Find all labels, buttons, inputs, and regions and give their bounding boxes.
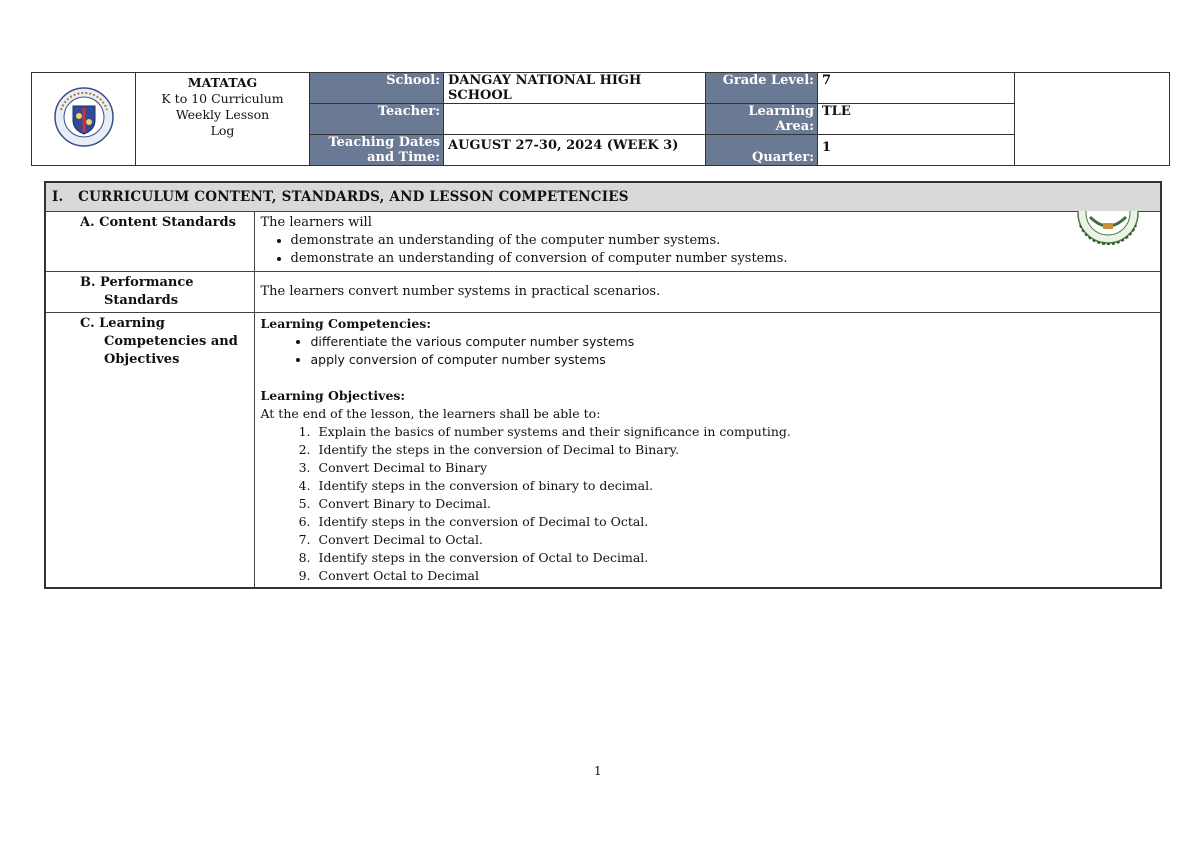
school-value: DANGAY NATIONAL HIGH SCHOOL xyxy=(444,73,706,104)
list-item: 6. Identify steps in the conversion of Decimal to Octal. xyxy=(315,513,1155,531)
grade-level-value: 7 xyxy=(818,73,1015,104)
list-item: 1. Explain the basics of number systems and their significance in computing. xyxy=(315,423,1155,441)
title-line-matatag: MATATAG xyxy=(187,75,258,90)
content-standards-label: A. Content Standards xyxy=(45,212,254,272)
list-item: 7. Convert Decimal to Octal. xyxy=(315,531,1155,549)
competencies-label-line2: Competencies and xyxy=(104,334,238,349)
content-standards-intro: The learners will xyxy=(260,215,372,230)
list-item: • demonstrate an understanding of conversion of computer number systems. xyxy=(291,250,1155,268)
competencies-cell xyxy=(254,313,1161,589)
competencies-label-line1: C. Learning xyxy=(80,316,165,331)
header-blank-cell xyxy=(1015,73,1170,166)
performance-label-line1: B. Performance xyxy=(80,275,194,290)
header-table xyxy=(31,72,1170,166)
list-item: • differentiate the various computer number systems xyxy=(311,333,1155,351)
teaching-dates-label-line2: and Time: xyxy=(367,150,440,165)
teaching-dates-label xyxy=(310,135,444,166)
competencies-label-line3: Objectives xyxy=(104,352,180,367)
title-line-weekly: Weekly Lesson xyxy=(175,107,270,122)
performance-standards-text xyxy=(254,272,1161,313)
list-item: 4. Identify steps in the conversion of binary to decimal. xyxy=(315,477,1155,495)
quarter-value: 1 xyxy=(818,135,1015,166)
school-label: School: xyxy=(310,73,444,104)
performance-standards-value: The learners convert number systems in practical scenarios. xyxy=(260,284,661,299)
title-line-log: Log xyxy=(210,123,235,138)
competencies-heading: Learning Competencies: xyxy=(260,316,431,331)
teacher-value xyxy=(444,104,706,135)
list-item: 3. Convert Decimal to Binary xyxy=(315,459,1155,477)
teaching-dates-label-line1: Teaching Dates xyxy=(328,135,440,150)
school-seal-icon xyxy=(1076,211,1140,245)
list-item: 9. Convert Octal to Decimal xyxy=(315,567,1155,585)
list-item: • demonstrate an understanding of the computer number systems. xyxy=(291,232,1155,250)
section-title: CURRICULUM CONTENT, STANDARDS, AND LESSON COMPETENCIES xyxy=(78,189,629,205)
title-line-curriculum: K to 10 Curriculum xyxy=(161,91,284,106)
competencies-row xyxy=(45,313,1161,589)
list-item: 5. Convert Binary to Decimal. xyxy=(315,495,1155,513)
deped-seal-icon xyxy=(53,86,115,148)
objectives-intro: At the end of the lesson, the learners shall be able to: xyxy=(260,406,601,421)
grade-level-label: Grade Level: xyxy=(706,73,818,104)
section-header xyxy=(45,182,1161,212)
objectives-list xyxy=(261,423,1155,585)
performance-standards-label xyxy=(45,272,254,313)
learning-area-value: TLE xyxy=(818,104,1015,135)
competencies-list xyxy=(261,333,1155,369)
objectives-heading: Learning Objectives: xyxy=(260,388,406,403)
logo-cell xyxy=(32,73,136,166)
curriculum-table xyxy=(44,181,1162,589)
quarter-label: Quarter: xyxy=(752,150,814,165)
list-item: 8. Identify steps in the conversion of Octal to Decimal. xyxy=(315,549,1155,567)
content-standards-cell xyxy=(254,212,1161,272)
content-standards-list xyxy=(261,232,1155,268)
content-standards-row xyxy=(45,212,1161,272)
page-number: 1 xyxy=(594,764,602,778)
list-item: 2. Identify the steps in the conversion of Decimal to Binary. xyxy=(315,441,1155,459)
list-item: • apply conversion of computer number systems xyxy=(311,351,1155,369)
learning-area-label: Learning Area: xyxy=(706,104,818,135)
performance-standards-row xyxy=(45,272,1161,313)
teaching-dates-value: AUGUST 27-30, 2024 (WEEK 3) xyxy=(444,135,706,166)
section-number: I. xyxy=(52,189,64,205)
performance-label-line2: Standards xyxy=(104,293,179,308)
competencies-label xyxy=(45,313,254,589)
curriculum-title xyxy=(136,73,310,166)
teacher-label: Teacher: xyxy=(310,104,444,135)
quarter-label-cell xyxy=(706,135,818,166)
